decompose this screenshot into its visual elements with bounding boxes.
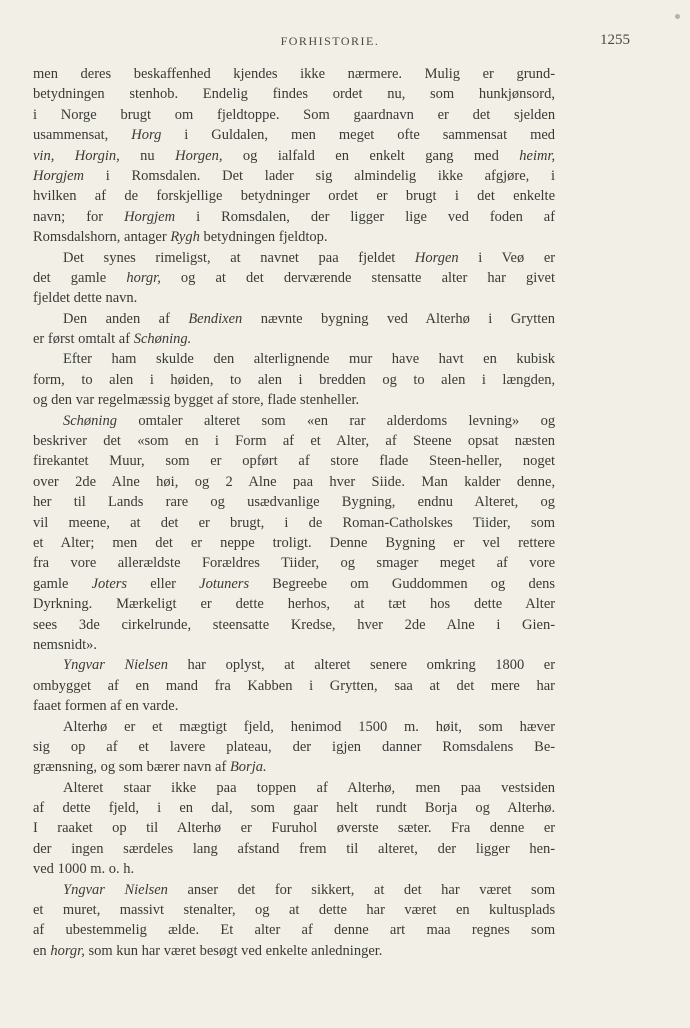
text-line: ombygget af en mand fra Kabben i Grytten, saa at det mere har <box>33 677 556 694</box>
text-line: ved 1000 m. o. h. <box>33 861 135 878</box>
text-line: sees 3de cirkelrunde, steensatte Kredse, hver 2de Alne i Gien- <box>33 616 556 633</box>
text-line: Yngvar Nielsen har oplyst, at alteret senere omkring 1800 er <box>63 657 556 674</box>
page-number: 1255 <box>600 32 630 48</box>
text-line: Horgjem i Romsdalen. Det lader sig almindelig ikke afgjøre, i <box>33 167 556 184</box>
text-line: Alterhø er et mægtigt fjeld, henimod 1500 m. høit, som hæver <box>63 718 556 735</box>
text-line: I raaket op til Alterhø er Furuhol øverste sæter. Fra denne er <box>33 820 556 837</box>
text-line: betydningen stenhob. Endelig findes ordet nu, som hunkjønsord, <box>33 86 555 103</box>
text-line: nemsnidt». <box>33 636 98 653</box>
text-line: hvilken af de forskjellige betydninger ordet er brugt i det enkelte <box>33 188 556 205</box>
text-line: en horgr, som kun har været besøgt ved enkelte anledninger. <box>33 942 383 959</box>
text-line: et Alter; men det er neppe troligt. Denne Bygning er vel rettere <box>33 534 556 551</box>
text-line: sig op af et lavere plateau, der igjen danner Romsdalens Be- <box>33 738 556 755</box>
running-title: FORHISTORIE. <box>280 34 380 48</box>
text-line: af ubestemmelig ælde. Et alter af denne art maa regnes som <box>33 922 556 939</box>
text-line: fra vore allerældste Forældres Tiider, og smager meget af vore <box>33 555 556 572</box>
text-line: af dette fjeld, i en dal, som gaar helt rundt Borja og Alterhø. <box>33 800 556 817</box>
text-line: Romsdalshorn, antager Rygh betydningen fjeldtop. <box>33 229 328 246</box>
text-line: i Norge brugt om fjeldtoppe. Som gaardnavn er det sjelden <box>33 106 556 123</box>
text-line: Den anden af Bendixen nævnte bygning ved Alterhø i Grytten <box>63 310 555 327</box>
text-line: Schøning omtaler alteret som «en rar alderdoms levning» og <box>63 412 556 429</box>
text-line: Alteret staar ikke paa toppen af Alterhø, men paa vestsiden <box>63 779 556 796</box>
text-line: Yngvar Nielsen anser det for sikkert, at det har været som <box>63 881 556 898</box>
text-line: gamle Joters eller Jotuners Begreebe om Guddommen og dens <box>33 575 556 592</box>
text-line: det gamle horgr, og at det derværende stensatte alter har givet <box>33 269 555 286</box>
body-text <box>33 64 555 961</box>
page-header <box>30 34 630 54</box>
text-line: firekantet Muur, som er opført af store flade Steen-heller, noget <box>33 453 556 470</box>
margin-dot <box>675 14 680 19</box>
text-line: navn; for Horgjem i Romsdalen, der ligger lige ved foden af <box>33 208 556 225</box>
text-line: vin, Horgin, nu Horgen, og ialfald en enkelt gang med heimr, <box>33 147 556 164</box>
text-line: form, to alen i høiden, to alen i bredden og to alen i længden, <box>33 371 556 388</box>
text-line: vil meene, at det er brugt, i de Roman-Catholskes Tiider, som <box>33 514 555 531</box>
text-line: et muret, massivt stenalter, og at dette har været en kultusplads <box>33 902 556 919</box>
text-line: er først omtalt af Schøning. <box>33 331 192 348</box>
text-line: der ingen særdeles lang afstand frem til alteret, der ligger hen- <box>33 840 556 857</box>
text-line: men deres beskaffenhed kjendes ikke nærmere. Mulig er grund- <box>33 66 556 82</box>
text-line: faaet formen af en varde. <box>33 698 179 715</box>
text-line: Efter ham skulde den alterlignende mur have havt en kubisk <box>63 351 555 368</box>
text-line: grænsning, og som bærer navn af Borja. <box>33 759 267 776</box>
text-line: og den var regelmæssig bygget af store, flade stenheller. <box>33 392 360 409</box>
text-line: usammensat, Horg i Guldalen, men meget ofte sammensat med <box>33 127 556 144</box>
text-line: over 2de Alne høi, og 2 Alne paa hver Siide. Man kalder denne, <box>33 473 556 490</box>
text-line: beskriver det «som en i Form af et Alter, af Steene opsat næsten <box>33 433 556 450</box>
text-line: Dyrkning. Mærkeligt er dette herhos, at tæt hos dette Alter <box>33 596 556 613</box>
text-line: her til Lands rare og usædvanlige Bygning, endnu Alteret, og <box>33 494 556 511</box>
text-line: fjeldet dette navn. <box>33 290 138 307</box>
text-line: Det synes rimeligst, at navnet paa fjeldet Horgen i Veø er <box>63 249 556 266</box>
